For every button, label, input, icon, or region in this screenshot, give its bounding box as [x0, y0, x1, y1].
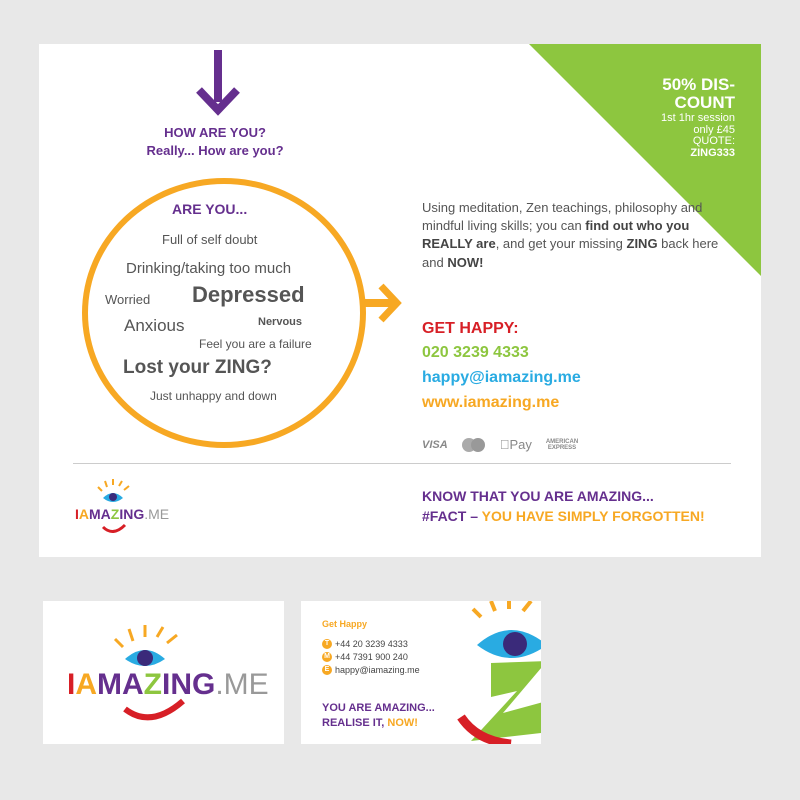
intro-emphasis: NOW! [447, 254, 484, 270]
card-title: Get Happy [322, 619, 368, 629]
badge-m-icon: M [322, 652, 332, 662]
iamazing-logo [73, 479, 193, 539]
card-tagline [322, 701, 435, 731]
apple-pay-icon [500, 437, 532, 452]
visa-icon: VISA [422, 438, 448, 451]
card-mobile[interactable]: +44 7391 900 240 [335, 652, 408, 662]
tagline-line-1 [422, 487, 705, 507]
card-tag-text: YOU ARE [322, 702, 375, 714]
intro-part: Using meditation, Zen teachings, philosophy and mindful living skills; you can [422, 200, 703, 234]
right-arrow-icon [363, 282, 405, 324]
card-phone[interactable]: +44 20 3239 4333 [335, 639, 408, 649]
badge-e-icon: E [322, 665, 332, 675]
feeling-word: Feel you are a failure [199, 337, 312, 351]
feeling-word: Depressed [192, 282, 305, 307]
email-link[interactable]: happy@iamazing.me [422, 369, 581, 386]
tagline [422, 487, 705, 526]
feelings-circle [82, 178, 366, 448]
amex-icon [536, 438, 578, 451]
badge-t-icon: T [322, 639, 332, 649]
feeling-word: Just unhappy and down [150, 389, 277, 403]
feeling-word: Lost your ZING? [123, 357, 272, 378]
down-arrow-icon [195, 50, 241, 116]
flyer [39, 44, 761, 557]
tagline-accent: YOU HAVE SIMPLY FORGOTTEN! [481, 507, 705, 524]
promo-text [635, 76, 735, 160]
promo-line-2: only £45 [693, 123, 735, 136]
amex-line-1: AMERICAN [536, 438, 569, 445]
promo-code: ZING333 [690, 147, 735, 160]
promo-discount: 50% DIS-COUNT [662, 75, 735, 113]
question-line-1: HOW ARE YOU? [164, 125, 266, 140]
feeling-word: Nervous [258, 316, 303, 328]
promo-line-3: QUOTE: [692, 135, 735, 148]
intro-emphasis: ZING [626, 236, 658, 252]
intro-part: back here and [422, 236, 719, 270]
website-link[interactable]: www.iamazing.me [422, 394, 560, 411]
amex-line-2: EXPRESS [538, 444, 567, 451]
card-mobile-line [322, 652, 408, 662]
mastercard-icon [462, 438, 486, 452]
feeling-word: Drinking/taking too much [126, 260, 292, 277]
feeling-word: Full of self doubt [162, 232, 258, 247]
circle-heading: ARE YOU... [172, 201, 248, 217]
business-card-front [43, 601, 284, 744]
card-tag-line-1 [322, 701, 435, 716]
tagline-line-2 [422, 507, 705, 527]
business-card-back [301, 601, 541, 744]
get-happy-heading: GET HAPPY: [422, 320, 519, 337]
question-heading [109, 124, 321, 159]
svg-text:IAMAZING.ME: IAMAZING.ME [75, 506, 170, 522]
card-email[interactable]: happy@iamazing.me [335, 665, 420, 675]
zing-art [431, 601, 541, 744]
phone-number[interactable]: 020 3239 4333 [422, 344, 529, 361]
tagline-text: AMAZING... [576, 488, 654, 504]
apple-pay-label: Pay [499, 437, 523, 452]
iamazing-logo-large [43, 601, 284, 744]
divider [73, 463, 731, 464]
card-tag-text: REALISE IT, [322, 716, 388, 729]
card-tag-line-2 [322, 716, 435, 731]
payment-methods [422, 437, 578, 452]
intro-part: , and get your missing [495, 236, 627, 252]
card-phone-line [322, 639, 408, 649]
card-tag-accent: NOW! [387, 716, 418, 729]
card-email-line [322, 665, 420, 675]
feeling-word: Worried [105, 292, 151, 307]
intro-emphasis: find out who you REALLY are [422, 218, 690, 252]
svg-text:IAMAZING.ME: IAMAZING.ME [67, 668, 269, 701]
intro-text [422, 199, 722, 272]
tagline-text: KNOW THAT YOU ARE [422, 488, 577, 504]
promo-line-1: 1st 1hr session [661, 111, 735, 124]
card-tag-text: AMAZING... [374, 702, 435, 714]
question-line-2: Really... How are you? [146, 142, 284, 158]
feeling-word: Anxious [124, 316, 185, 335]
tagline-text: #FACT – [422, 507, 482, 524]
